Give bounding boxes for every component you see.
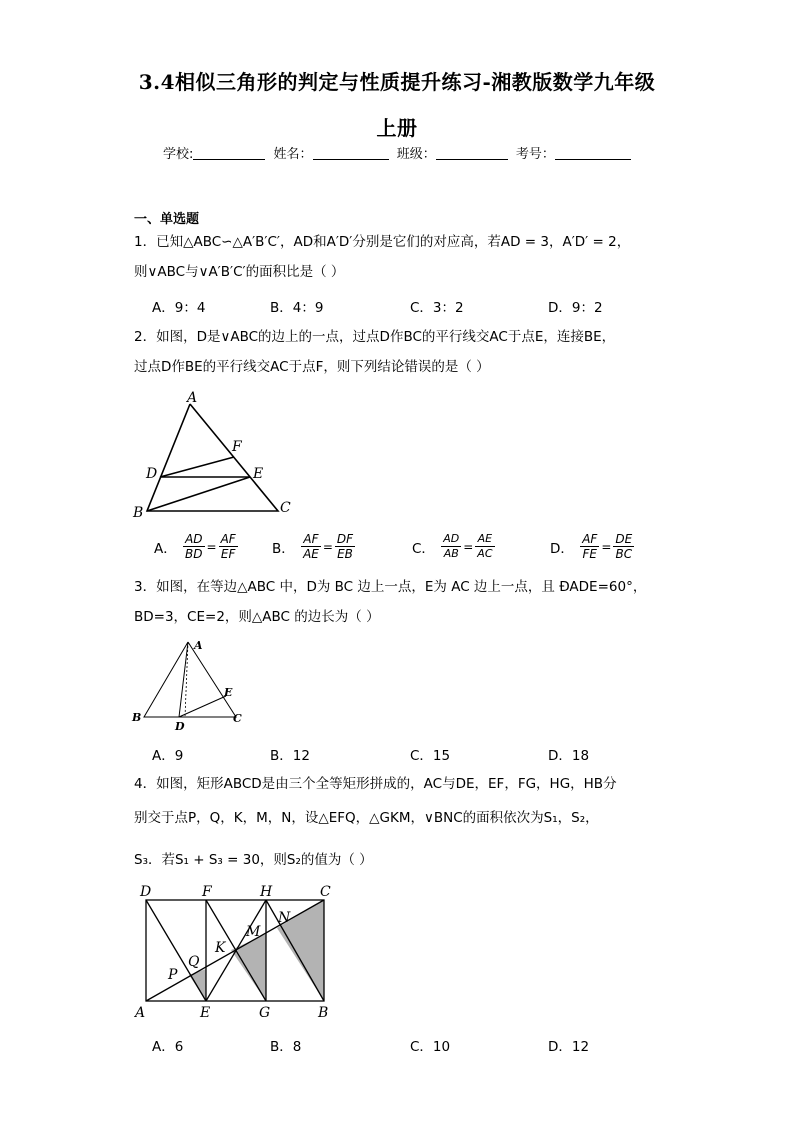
q1-line2: 则∨ABC与∨A′B′C′的面积比是（ ） <box>134 264 345 280</box>
school-label: 学校: <box>163 147 194 162</box>
q4-label-b: B <box>318 1005 329 1021</box>
q4-label-a: A <box>135 1005 146 1021</box>
student-info-line <box>163 143 635 162</box>
q4-label-c: C <box>320 884 331 900</box>
number-blank[interactable] <box>555 146 631 160</box>
section-title: 一、单选题 <box>134 212 200 227</box>
q2-label-b: B <box>133 505 144 521</box>
name-label: 姓名： <box>273 147 313 162</box>
name-blank[interactable] <box>313 146 389 160</box>
q4-line2: 别交于点P，Q，K，M，N，设△EFQ，△GKM，∨BNC的面积依次为S₁，S₂， <box>134 810 599 826</box>
q1-option-d[interactable]: D．9：2 <box>548 300 603 316</box>
q3-label-b: B <box>132 711 142 724</box>
number-label: 考号： <box>515 147 555 162</box>
page-title-line2: 上册 <box>376 116 418 140</box>
q2-line1: 2．如图，D是∨ABC的边上的一点，过点D作BC的平行线交AC于点E，连接BE， <box>134 329 616 345</box>
q4-line1: 4．如图，矩形ABCD是由三个全等矩形拼成的，AC与DE，EF，FG，HG，HB分 <box>134 776 617 792</box>
q4-option-b[interactable]: B．8 <box>270 1039 302 1055</box>
q4-label-q: Q <box>188 954 200 970</box>
q4-label-p: P <box>168 967 178 983</box>
q2-line2: 过点D作BE的平行线交AC于点F，则下列结论错误的是（ ） <box>134 359 490 375</box>
q3-option-c[interactable]: C．15 <box>410 748 451 764</box>
q1-option-b[interactable]: B．4：9 <box>270 300 324 316</box>
class-blank[interactable] <box>436 146 508 160</box>
q2-figure <box>130 388 300 523</box>
q1-line1: 1．已知△ABC∽△A′B′C′，AD和A′D′分别是它们的对应高，若AD = 3，A′D′ = 2， <box>134 234 631 250</box>
school-blank[interactable] <box>193 146 265 160</box>
q4-figure <box>130 884 340 1024</box>
q3-option-a[interactable]: A．9 <box>152 748 184 764</box>
q3-line1: 3．如图，在等边△ABC 中，D为 BC 边上一点，E为 AC 边上一点，且 ÐADE=60°， <box>134 579 647 595</box>
q4-label-h: H <box>260 884 273 900</box>
q4-label-e: E <box>200 1005 211 1021</box>
q2-options <box>152 532 712 568</box>
q4-option-c[interactable]: C．10 <box>410 1039 451 1055</box>
q3-label-c: C <box>233 712 242 725</box>
q2-label-d: D <box>146 466 158 482</box>
q3-figure <box>130 636 250 732</box>
q2-label-c: C <box>280 500 291 516</box>
q4-label-k: K <box>215 940 226 956</box>
q4-label-n: N <box>278 910 291 926</box>
q2-option-a[interactable]: A． $\frac{AD}{BD}$ = $\frac{AF}{EF}$ <box>154 532 236 561</box>
q3-option-b[interactable]: B．12 <box>270 748 310 764</box>
q4-option-a[interactable]: A．6 <box>152 1039 184 1055</box>
q2-label-a: A <box>187 390 198 406</box>
q4-option-d[interactable]: D．12 <box>548 1039 590 1055</box>
q4-label-m: M <box>246 924 261 940</box>
q3-label-a: A <box>194 639 203 652</box>
q3-label-e: E <box>224 686 233 699</box>
class-label: 班级： <box>396 147 436 162</box>
q3-line2: BD=3，CE=2，则△ABC 的边长为（ ） <box>134 609 380 625</box>
q2-option-c[interactable]: C． $\frac{AD}{AB}$ = $\frac{AE}{AC}$ <box>412 532 493 560</box>
q1-option-a[interactable]: A．9：4 <box>152 300 206 316</box>
page-title-line1: 3.4相似三角形的判定与性质提升练习-湘教版数学九年级 <box>138 70 656 94</box>
q4-label-g: G <box>259 1005 271 1021</box>
q3-label-d: D <box>175 720 185 733</box>
q2-option-b[interactable]: B． $\frac{AF}{AE}$ = $\frac{DF}{EB}$ <box>272 532 354 561</box>
q2-option-d[interactable]: D． $\frac{AF}{FE}$ = $\frac{DE}{BC}$ <box>550 532 633 561</box>
q2-label-f: F <box>232 439 242 455</box>
q4-label-f: F <box>202 884 212 900</box>
q2-label-e: E <box>253 466 264 482</box>
q4-label-d: D <box>140 884 152 900</box>
q1-option-c[interactable]: C．3：2 <box>410 300 464 316</box>
q4-line3: S₃．若S₁ + S₃ = 30，则S₂的值为（ ） <box>134 852 373 868</box>
q3-option-d[interactable]: D．18 <box>548 748 590 764</box>
